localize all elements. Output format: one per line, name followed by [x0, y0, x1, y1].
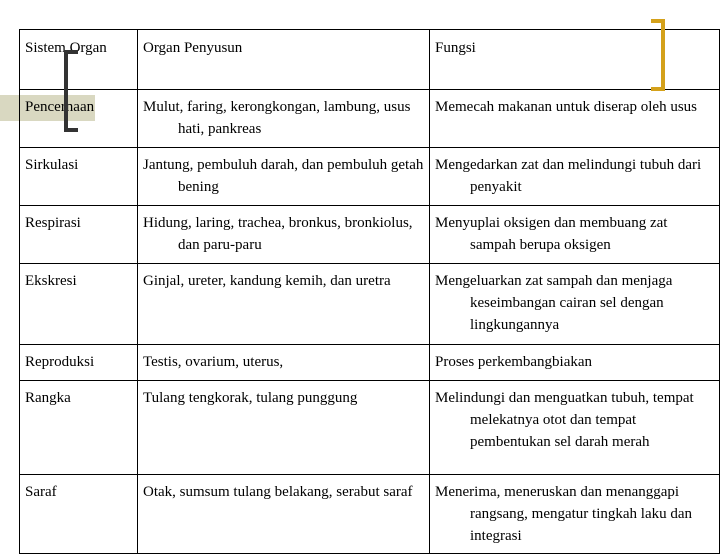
cell-fungsi: Mengedarkan zat dan melindungi tubuh dari penyakit [430, 148, 720, 206]
cell-fungsi: Menerima, meneruskan dan menanggapi rangsang, mengatur tingkah laku dan integrasi [430, 475, 720, 554]
cell-fungsi: Menyuplai oksigen dan membuang zat sampah berupa oksigen [430, 206, 720, 264]
header-sistem-organ: Sistem Organ [20, 30, 138, 90]
table-row [20, 264, 720, 345]
header-fungsi: Fungsi [430, 30, 720, 90]
cell-organ: Jantung, pembuluh darah, dan pembuluh getah bening [138, 148, 430, 206]
left-bracket-decoration [64, 50, 78, 132]
cell-organ: Tulang tengkorak, tulang punggung [138, 381, 430, 475]
table-row [20, 345, 720, 381]
header-organ-penyusun: Organ Penyusun [138, 30, 430, 90]
cell-sistem: Sirkulasi [20, 148, 138, 206]
cell-sistem: Rangka [20, 381, 138, 475]
cell-sistem: Reproduksi [20, 345, 138, 381]
cell-fungsi: Melindungi dan menguatkan tubuh, tempat melekatnya otot dan tempat pembentukan sel darah merah [430, 381, 720, 475]
table-header-row [20, 30, 720, 90]
table-row [20, 90, 720, 148]
cell-fungsi: Mengeluarkan zat sampah dan menjaga keseimbangan cairan sel dengan lingkungannya [430, 264, 720, 345]
table-row [20, 381, 720, 475]
cell-sistem: Saraf [20, 475, 138, 554]
right-bracket-decoration [651, 19, 665, 91]
cell-sistem: Ekskresi [20, 264, 138, 345]
cell-sistem: Pencernaan [20, 90, 138, 148]
cell-sistem: Respirasi [20, 206, 138, 264]
cell-organ: Mulut, faring, kerongkongan, lambung, usus hati, pankreas [138, 90, 430, 148]
cell-organ: Hidung, laring, trachea, bronkus, bronkiolus, dan paru-paru [138, 206, 430, 264]
cell-organ: Otak, sumsum tulang belakang, serabut saraf [138, 475, 430, 554]
table-row [20, 206, 720, 264]
cell-organ: Testis, ovarium, uterus, [138, 345, 430, 381]
table-row [20, 148, 720, 206]
table-row [20, 475, 720, 554]
cell-fungsi: Memecah makanan untuk diserap oleh usus [430, 90, 720, 148]
cell-fungsi: Proses perkembangbiakan [430, 345, 720, 381]
organ-system-table [19, 29, 720, 554]
cell-organ: Ginjal, ureter, kandung kemih, dan uretra [138, 264, 430, 345]
